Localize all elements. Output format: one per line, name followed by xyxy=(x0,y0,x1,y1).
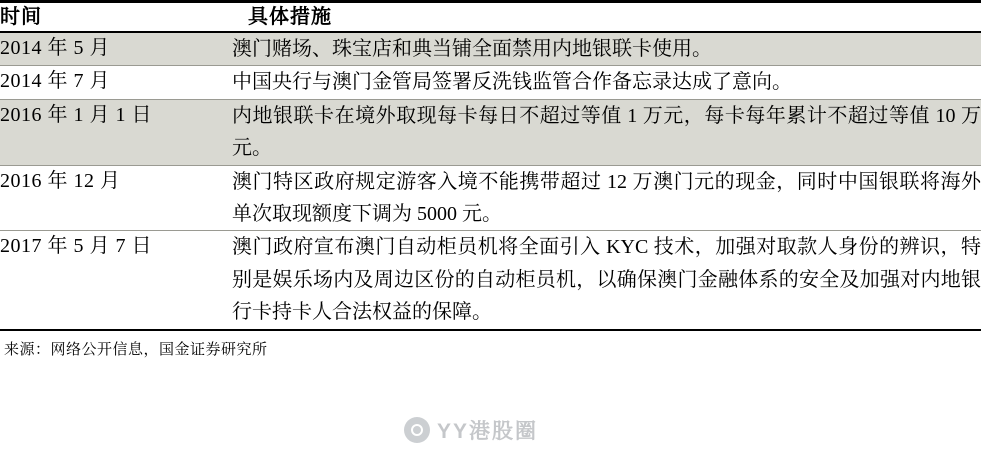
cell-measure: 澳门赌场、珠宝店和典当铺全面禁用内地银联卡使用。 xyxy=(232,33,981,65)
circle-logo-icon xyxy=(404,417,430,443)
table-row xyxy=(0,100,981,165)
table-row xyxy=(0,66,981,98)
table-row xyxy=(0,33,981,65)
table-row xyxy=(0,231,981,328)
header-time: 时间 xyxy=(0,6,42,28)
cell-time: 2014 年 5 月 xyxy=(0,33,232,65)
measures-table xyxy=(0,3,981,31)
cell-measure: 中国央行与澳门金管局签署反洗钱监管合作备忘录达成了意向。 xyxy=(232,66,981,98)
watermark xyxy=(404,415,538,445)
source-note: 来源：网络公开信息，国金证券研究所 xyxy=(4,341,268,358)
cell-time: 2014 年 7 月 xyxy=(0,66,232,98)
measures-table-body xyxy=(0,33,981,329)
table-header-row xyxy=(0,3,981,31)
cell-measure: 内地银联卡在境外取现每卡每日不超过等值 1 万元，每卡每年累计不超过等值 10 万元。 xyxy=(232,100,981,165)
cell-time: 2016 年 12 月 xyxy=(0,166,232,231)
table-header xyxy=(0,3,981,31)
header-measure: 具体措施 xyxy=(248,6,332,28)
cell-measure: 澳门政府宣布澳门自动柜员机将全面引入 KYC 技术，加强对取款人身份的辨识，特别是娱乐场内及周边区份的自动柜员机，以确保澳门金融体系的安全及加强对内地银行卡持卡人合法权益的保障。 xyxy=(232,231,981,328)
cell-time: 2016 年 1 月 1 日 xyxy=(0,100,232,165)
cell-measure: 澳门特区政府规定游客入境不能携带超过 12 万澳门元的现金，同时中国银联将海外单次取现额度下调为 5000 元。 xyxy=(232,166,981,231)
watermark-label: YY港股圈 xyxy=(437,420,539,443)
cell-time: 2017 年 5 月 7 日 xyxy=(0,231,232,328)
table-row xyxy=(0,166,981,231)
